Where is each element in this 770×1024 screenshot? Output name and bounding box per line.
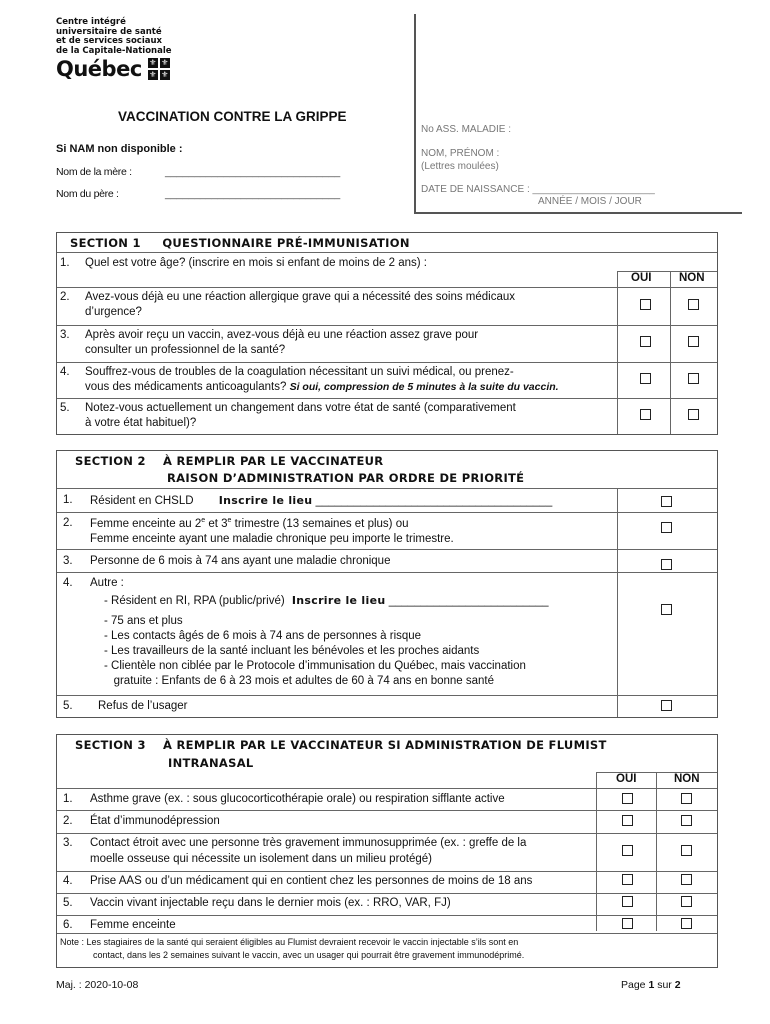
q3-oui-checkbox[interactable] [640, 336, 651, 347]
father-name-label: Nom du père : [56, 188, 119, 200]
f4-number: 4. [63, 875, 73, 887]
r4-ri-rpa [104, 594, 549, 607]
name-label: NOM, PRÉNOM : [421, 148, 500, 159]
f5-oui-checkbox[interactable] [622, 896, 633, 907]
r4-place-field[interactable]: _________________________ [388, 595, 549, 607]
f6-text: Femme enceinte [90, 919, 176, 931]
father-name-field[interactable]: ______________________________ [165, 188, 341, 200]
page-current: 1 [648, 979, 655, 991]
r4-list-item: - Clientèle non ciblée par le Protocole d’immunisation du Québec, mais vaccination [104, 660, 526, 672]
health-insurance-label: No ASS. MALADIE : [421, 124, 512, 135]
r2-text-c: trimestre (13 semaines et plus) ou [231, 517, 409, 530]
page-number [621, 979, 681, 991]
f4-non-checkbox[interactable] [681, 874, 692, 885]
f3-text: Contact étroit avec une personne très gravement immunosupprimée (ex. : greffe de la [90, 837, 527, 849]
r1-place-label: Inscrire le lieu [218, 494, 313, 507]
r4-list-item: gratuite : Enfants de 6 à 23 mois et adultes de 60 à 74 ans en bonne santé [104, 675, 494, 687]
r2-sup-2: e [227, 517, 232, 524]
block-letters-hint: (Lettres moulées) [421, 161, 499, 172]
f3-number: 3. [63, 837, 73, 849]
r4-checkbox[interactable] [661, 604, 672, 615]
r4-list-item: - Les contacts âgés de 6 mois à 74 ans de personnes à risque [104, 630, 422, 642]
f2-oui-checkbox[interactable] [622, 815, 633, 826]
r2-checkbox[interactable] [661, 522, 672, 533]
r5-number: 5. [63, 700, 73, 712]
q3-text: Après avoir reçu un vaccin, avez-vous déjà eu une réaction assez grave pour [85, 329, 479, 341]
r2-text-cont: Femme enceinte ayant une maladie chronique peu importe le trimestre. [90, 533, 454, 545]
mother-name-field[interactable]: ______________________________ [165, 166, 341, 178]
birth-date-label: DATE DE NAISSANCE : ______________________ [421, 184, 655, 195]
f5-number: 5. [63, 897, 73, 909]
f1-number: 1. [63, 793, 73, 805]
s3-oui-header: OUI [616, 773, 637, 785]
r5-checkbox[interactable] [661, 700, 672, 711]
r2-text-a: Femme enceinte au 2 [90, 517, 202, 530]
q4-text: Souffrez-vous de troubles de la coagulation nécessitant un suivi médical, ou prenez- [85, 366, 514, 378]
org-line: et de services sociaux [56, 36, 163, 46]
r5-text: Refus de l’usager [98, 700, 188, 712]
q5-text-cont: à votre état habituel)? [85, 417, 197, 429]
r1-checkbox[interactable] [661, 496, 672, 507]
page-label: Page [621, 979, 649, 991]
r1-text [90, 494, 552, 507]
r4-list-item: - 75 ans et plus [104, 615, 183, 627]
r4-number: 4. [63, 577, 73, 589]
q4-non-checkbox[interactable] [688, 373, 699, 384]
q1-number: 1. [60, 257, 70, 269]
q1-age-question: Quel est votre âge? (inscrire en mois si enfant de moins de 2 ans) : [85, 257, 427, 269]
s1-non-header: NON [679, 272, 705, 284]
f1-text: Asthme grave (ex. : sous glucocorticothérapie orale) ou respiration sifflante active [90, 793, 505, 805]
nam-label: Si NAM non disponible : [56, 143, 183, 155]
q5-text: Notez-vous actuellement un changement dans votre état de santé (comparativement [85, 402, 516, 414]
r3-checkbox[interactable] [661, 559, 672, 570]
f6-number: 6. [63, 919, 73, 931]
s1-oui-header: OUI [631, 272, 652, 284]
q3-non-checkbox[interactable] [688, 336, 699, 347]
f2-text: État d’immunodépression [90, 815, 220, 827]
quebec-wordmark: Québec [56, 57, 142, 81]
f4-oui-checkbox[interactable] [622, 874, 633, 885]
r4-list-item: - Les travailleurs de la santé incluant les bénévoles et les proches aidants [104, 645, 480, 657]
q3-number: 3. [60, 329, 70, 341]
r1-number: 1. [63, 494, 73, 506]
fleur-de-lys-flag-icon: ⚜ ⚜ ⚜ ⚜ [149, 58, 169, 79]
r2-sup-1: e [201, 517, 206, 524]
flumist-note: Note : Les stagiaires de la santé qui seraient éligibles au Flumist devraient recevoir le vaccin injectable s’ils sont en [60, 937, 519, 947]
f1-non-checkbox[interactable] [681, 793, 692, 804]
f3-text-cont: moelle osseuse qui nécessite un isolement dans un milieu protégé) [90, 853, 433, 865]
f5-text: Vaccin vivant injectable reçu dans le dernier mois (ex. : RRO, VAR, FJ) [90, 897, 451, 909]
r1-place-field[interactable]: _____________________________________ [315, 495, 553, 507]
r3-text: Personne de 6 mois à 74 ans ayant une maladie chronique [90, 555, 391, 567]
r4-place-label: Inscrire le lieu [291, 594, 386, 607]
q4-number: 4. [60, 366, 70, 378]
q4-text-cont [85, 381, 559, 393]
section-2 [56, 450, 718, 718]
section-3 [56, 734, 718, 968]
r3-number: 3. [63, 555, 73, 567]
r2-text-b: et 3 [205, 517, 228, 530]
section-2-subtitle: RAISON D’ADMINISTRATION PAR ORDRE DE PRIORITÉ [167, 471, 525, 485]
form-title: VACCINATION CONTRE LA GRIPPE [118, 109, 347, 124]
mother-name-label: Nom de la mère : [56, 166, 132, 178]
birth-date-format: ANNÉE / MOIS / JOUR [538, 196, 642, 207]
page-total: 2 [674, 979, 681, 991]
q2-oui-checkbox[interactable] [640, 299, 651, 310]
section-1 [56, 232, 718, 435]
header-bottom-rule [414, 212, 742, 214]
q2-number: 2. [60, 291, 70, 303]
logo [56, 18, 172, 81]
r4-title: Autre : [90, 577, 124, 589]
page-sep: sur [654, 979, 675, 991]
q2-text: Avez-vous déjà eu une réaction allergique grave qui a nécessité des soins médicaux [85, 291, 516, 303]
r2-text [90, 517, 408, 530]
org-name [56, 18, 172, 56]
r2-number: 2. [63, 517, 73, 529]
org-line: de la Capitale-Nationale [56, 45, 172, 56]
f2-number: 2. [63, 815, 73, 827]
f2-non-checkbox[interactable] [681, 815, 692, 826]
org-line: Centre intégré [56, 17, 126, 27]
f6-oui-checkbox[interactable] [622, 918, 633, 929]
q2-text-cont: d’urgence? [85, 306, 142, 318]
q4-oui-checkbox[interactable] [640, 373, 651, 384]
q5-non-checkbox[interactable] [688, 409, 699, 420]
f3-non-checkbox[interactable] [681, 845, 692, 856]
f4-text: Prise AAS ou d’un médicament qui en contient chez les personnes de moins de 18 ans [90, 875, 533, 887]
section-3-title: SECTION 3 À REMPLIR PAR LE VACCINATEUR SI ADMINISTRATION DE FLUMIST [75, 738, 607, 752]
f5-non-checkbox[interactable] [681, 896, 692, 907]
f6-non-checkbox[interactable] [681, 918, 692, 929]
f3-oui-checkbox[interactable] [622, 845, 633, 856]
section-2-title: SECTION 2 À REMPLIR PAR LE VACCINATEUR [75, 454, 384, 468]
q4-compression-note: Si oui, compression de 5 minutes à la suite du vaccin. [289, 381, 559, 393]
section-1-title: SECTION 1 QUESTIONNAIRE PRÉ-IMMUNISATION [70, 236, 410, 250]
q3-text-cont: consulter un professionnel de la santé? [85, 344, 286, 356]
q2-non-checkbox[interactable] [688, 299, 699, 310]
q5-number: 5. [60, 402, 70, 414]
f1-oui-checkbox[interactable] [622, 793, 633, 804]
s3-non-header: NON [674, 773, 700, 785]
r4-ri-rpa-text: - Résident en RI, RPA (public/privé) [104, 595, 285, 607]
update-date: Maj. : 2020-10-08 [56, 979, 139, 991]
section-3-subtitle: INTRANASAL [168, 756, 254, 770]
org-line: universitaire de santé [56, 26, 162, 37]
q5-oui-checkbox[interactable] [640, 409, 651, 420]
flumist-note-cont: contact, dans les 2 semaines suivant le vaccin, avec un usager qui pourrait être gravement immunodéprimé. [93, 950, 525, 960]
header-divider [414, 14, 416, 214]
q4-anticoagulant-text: vous des médicaments anticoagulants? [85, 381, 287, 393]
r1-chsld: Résident en CHSLD [90, 495, 194, 507]
